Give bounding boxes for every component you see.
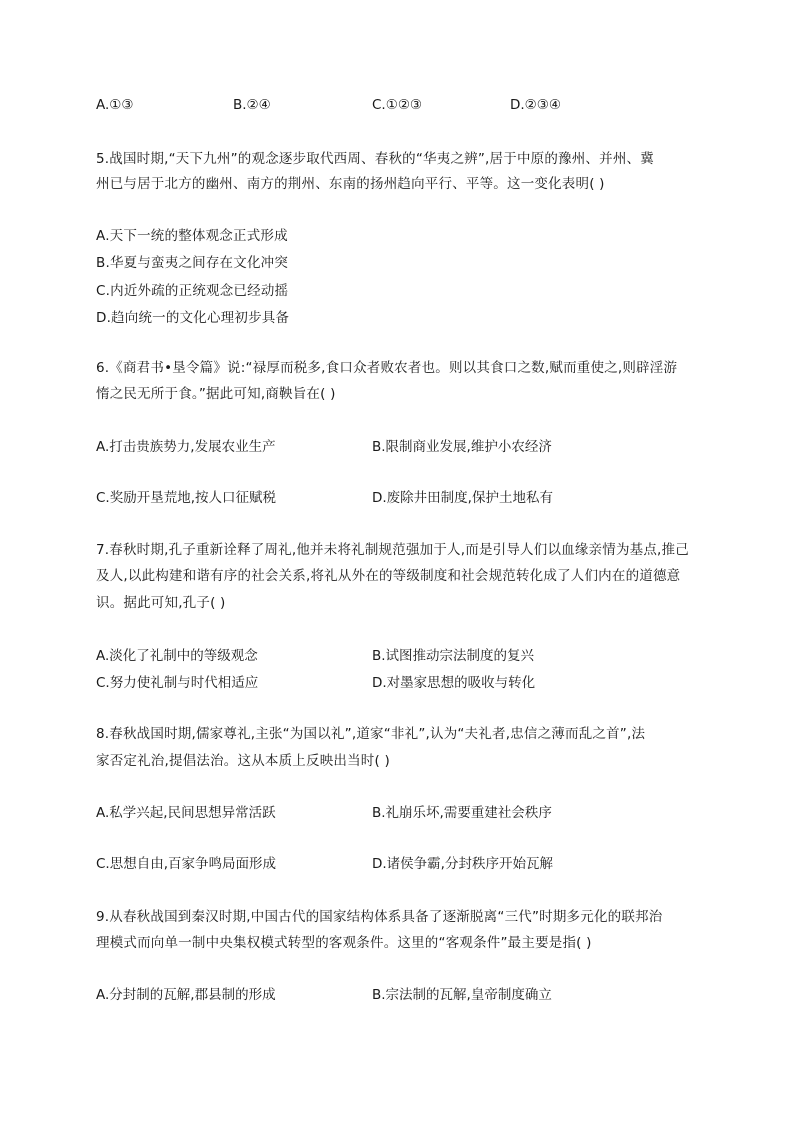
q5-option-b: B.华夏与蛮夷之间存在文化冲突 [96, 255, 289, 271]
q8-option-c: C.思想自由,百家争鸣局面形成 [96, 856, 277, 872]
q6-option-a: A.打击贵族势力,发展农业生产 [96, 439, 276, 455]
q4-option-d: D.②③④ [510, 97, 561, 113]
q5-stem-line-1: 5.战国时期,“天下九州”的观念逐步取代西周、春秋的“华夷之辨”,居于中原的豫州、并州、冀 [96, 151, 654, 167]
q9-option-b: B.宗法制的瓦解,皇帝制度确立 [372, 987, 552, 1003]
q7-option-a: A.淡化了礼制中的等级观念 [96, 648, 258, 664]
q9-stem-line-2: 理模式而向单一制中央集权模式转型的客观条件。这里的“客观条件”最主要是指( ) [96, 935, 592, 951]
q6-option-d: D.废除井田制度,保护土地私有 [372, 490, 553, 506]
q4-option-c: C.①②③ [372, 97, 423, 113]
q8-option-d: D.诸侯争霸,分封秩序开始瓦解 [372, 856, 553, 872]
q7-option-c: C.努力使礼制与时代相适应 [96, 675, 259, 691]
q9-stem-line-1: 9.从春秋战国到秦汉时期,中国古代的国家结构体系具备了逐渐脱离“三代”时期多元化的联邦治 [96, 909, 663, 925]
q7-option-d: D.对墨家思想的吸收与转化 [372, 675, 536, 691]
q6-stem-line-1: 6.《商君书•垦令篇》说:“禄厚而税多,食口众者败农者也。则以其食口之数,赋而重使之,则辟淫游 [96, 360, 678, 376]
q7-stem-line-3: 识。据此可知,孔子( ) [96, 595, 226, 611]
q7-stem-line-1: 7.春秋时期,孔子重新诠释了周礼,他并未将礼制规范强加于人,而是引导人们以血缘亲情为基点,推己 [96, 542, 689, 558]
q8-stem-line-1: 8.春秋战国时期,儒家尊礼,主张“为国以礼”,道家“非礼”,认为“夫礼者,忠信之薄而乱之首”,法 [96, 726, 646, 742]
q5-option-d: D.趋向统一的文化心理初步具备 [96, 310, 290, 326]
q8-option-b: B.礼崩乐坏,需要重建社会秩序 [372, 805, 552, 821]
q6-stem-line-2: 惰之民无所于食。”据此可知,商鞅旨在( ) [96, 386, 336, 402]
q6-option-b: B.限制商业发展,维护小农经济 [372, 439, 552, 455]
q4-option-b: B.②④ [233, 97, 271, 113]
q7-stem-line-2: 及人,以此构建和谐有序的社会关系,将礼从外在的等级制度和社会规范转化成了人们内在的道德意 [96, 568, 681, 584]
q8-option-a: A.私学兴起,民间思想异常活跃 [96, 805, 276, 821]
q4-option-a: A.①③ [96, 97, 134, 113]
q5-stem-line-2: 州已与居于北方的幽州、南方的荆州、东南的扬州趋向平行、平等。这一变化表明( ) [96, 176, 605, 192]
q9-option-a: A.分封制的瓦解,郡县制的形成 [96, 987, 276, 1003]
q7-option-b: B.试图推动宗法制度的复兴 [372, 648, 535, 664]
q5-option-a: A.天下一统的整体观念正式形成 [96, 228, 288, 244]
q8-stem-line-2: 家否定礼治,提倡法治。这从本质上反映出当时( ) [96, 753, 390, 769]
q5-option-c: C.内近外疏的正统观念已经动摇 [96, 283, 289, 299]
q6-option-c: C.奖励开垦荒地,按人口征赋税 [96, 490, 277, 506]
